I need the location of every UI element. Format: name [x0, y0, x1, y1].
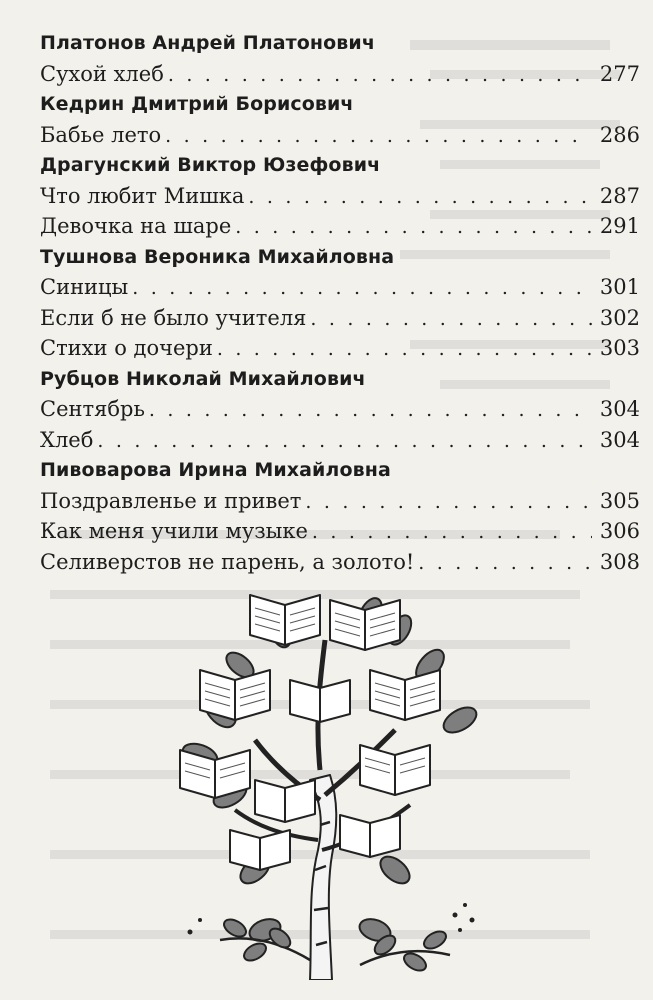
page-number: 308	[599, 549, 640, 574]
author-heading: Пивоварова Ирина Михайловна	[40, 459, 391, 481]
toc-entry[interactable]	[40, 120, 640, 151]
entry-title: Бабье лето	[40, 122, 162, 147]
page-number: 304	[599, 427, 640, 452]
dot-leader	[149, 395, 592, 426]
page-number: 302	[599, 305, 640, 330]
entry-title: Как меня учили музыке	[40, 519, 308, 543]
toc-entry[interactable]	[40, 303, 640, 334]
dot-leader	[165, 121, 592, 152]
entry-title: Хлеб	[40, 427, 94, 452]
entry-title: Сухой хлеб	[40, 61, 164, 86]
author-heading: Кедрин Дмитрий Борисович	[40, 93, 354, 115]
author-heading: Тушнова Вероника Михайловна	[40, 245, 395, 268]
dot-leader	[168, 60, 592, 91]
page-number: 305	[599, 488, 640, 513]
dot-leader	[305, 487, 592, 518]
entry-title: Синицы	[40, 275, 129, 299]
dot-leader	[235, 212, 592, 243]
dot-leader	[310, 304, 592, 335]
toc-entry[interactable]	[40, 394, 640, 425]
entry-title: Что любит Мишка	[40, 183, 245, 208]
dot-leader	[217, 334, 592, 365]
page-number: 303	[599, 336, 640, 360]
page-number: 286	[599, 122, 640, 147]
dot-leader	[248, 182, 592, 213]
table-of-contents	[40, 28, 640, 577]
author-heading: Рубцов Николай Михайлович	[40, 367, 366, 390]
entry-title: Селиверстов не парень, а золото!	[40, 549, 415, 574]
page-number: 287	[599, 183, 640, 208]
page-number: 301	[599, 275, 640, 299]
dot-leader	[97, 426, 592, 457]
toc-entry[interactable]	[40, 516, 640, 547]
toc-entry[interactable]	[40, 59, 640, 90]
page-number: 277	[599, 61, 640, 86]
entry-title: Поздравленье и привет	[40, 488, 302, 513]
entry-title: Стихи о дочери	[40, 336, 213, 360]
toc-entry[interactable]	[40, 272, 640, 303]
entry-title: Если б не было учителя	[40, 305, 307, 330]
toc-entry[interactable]	[40, 333, 640, 364]
book-tree-icon	[160, 570, 500, 980]
page-number: 291	[599, 214, 640, 238]
page-number: 304	[599, 397, 640, 421]
author-heading: Платонов Андрей Платонович	[40, 32, 375, 54]
dot-leader	[312, 517, 592, 548]
author-heading: Драгунский Виктор Юзефович	[40, 154, 381, 176]
entry-title: Девочка на шаре	[40, 214, 232, 238]
dot-leader	[132, 273, 592, 304]
page-number: 306	[599, 519, 640, 543]
toc-entry[interactable]	[40, 181, 640, 212]
toc-entry[interactable]	[40, 425, 640, 456]
entry-title: Сентябрь	[40, 397, 145, 421]
toc-entry[interactable]	[40, 486, 640, 517]
toc-entry[interactable]	[40, 211, 640, 242]
